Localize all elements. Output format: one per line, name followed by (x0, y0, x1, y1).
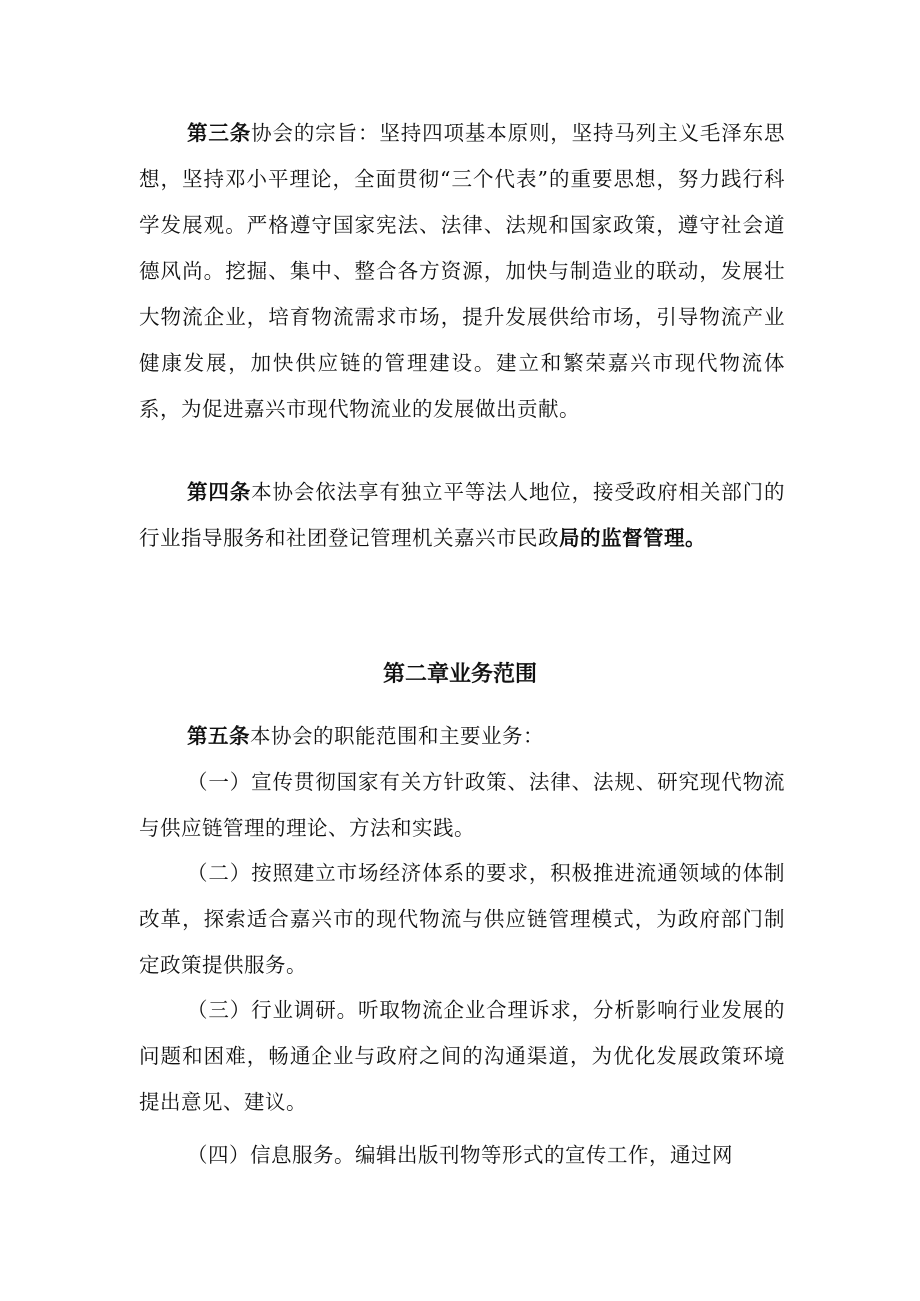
article-4-label: 第四条 (187, 480, 252, 504)
list-item: （一）宣传贯彻国家有关方针政策、法律、法规、研究现代物流与供应链管理的理论、方法和实践。 (139, 770, 785, 840)
article-5-label: 第五条 (187, 724, 250, 748)
list-item: （四）信息服务。编辑出版刊物等形式的宣传工作，通过网 (187, 1143, 733, 1167)
article-4-text-bold: 局的监督管理。 (559, 526, 706, 550)
list-item: （二）按照建立市场经济体系的要求，积极推进流通领域的体制改革，探索适合嘉兴市的现代物流与供应链管理模式，为政府部门制定政策提供服务。 (139, 861, 785, 977)
article-3-label: 第三条 (187, 121, 252, 145)
list-item: （三）行业调研。听取物流企业合理诉求，分析影响行业发展的问题和困难，畅通企业与政府之间的沟通渠道，为优化发展政策环境提出意见、建议。 (139, 998, 785, 1114)
article-3 (139, 110, 785, 432)
article-4-text: 本协会依法享有独立平等法人地位，接受政府相关部门的行业指导服务和社团登记管理机关嘉兴市民政 (139, 480, 786, 550)
article-5 (139, 713, 785, 759)
article-4 (139, 469, 785, 561)
article-5-text: 本协会的职能范围和主要业务： (250, 724, 544, 748)
article-3-text: 协会的宗旨：坚持四项基本原则，坚持马列主义毛泽东思想，坚持邓小平理论，全面贯彻“三个代表”的重要思想，努力践行科学发展观。严格遵守国家宪法、法律、法规和国家政策，遵守社会道德风尚。挖掘、集中、整合各方资源，加快与制造业的联动，发展壮大物流企业，培育物流需求市场，提升发展供给市场，引导物流产业健康发展，加快供应链的管理建设。建立和繁荣嘉兴市现代物流体系，为促进嘉兴市现代物流业的发展做出贡献。 (139, 121, 786, 421)
chapter-2-heading: 第二章业务范围 (382, 662, 537, 687)
